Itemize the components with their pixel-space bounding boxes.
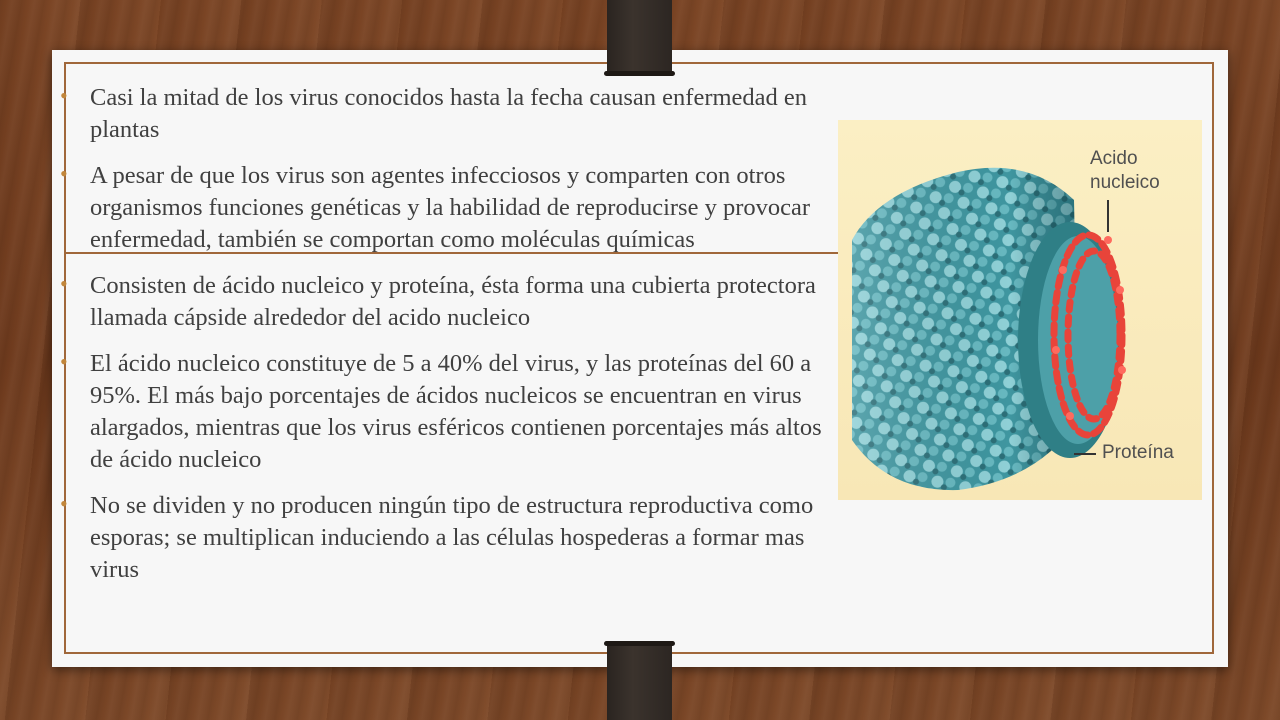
label-nucleic-acid-1: Acido bbox=[1090, 148, 1138, 169]
bullet-item bbox=[60, 82, 836, 146]
bullet-text: No se dividen y no producen ningún tipo de estructura reproductiva como esporas; se multiplican induciendo a las células hospederas a formar mas virus bbox=[90, 492, 814, 583]
bullet-text: A pesar de que los virus son agentes infecciosos y comparten con otros organismos funciones genéticas y la habilidad de reproducirse y provocar enfermedad, también se comportan como moléculas químicas bbox=[90, 162, 811, 253]
bullet-list-container bbox=[60, 82, 836, 600]
bullet-text: El ácido nucleico constituye de 5 a 40% del virus, y las proteínas del 60 a 95%. El más bajo porcentajes de ácidos nucleicos se encuentran en virus alargados, mientras que los virus esféricos contienen porcentajes más altos de ácido nucleico bbox=[90, 350, 822, 473]
bullet-item bbox=[60, 348, 836, 476]
bullet-list bbox=[60, 82, 836, 586]
binder-strap-top bbox=[607, 0, 672, 76]
bullet-item bbox=[60, 160, 836, 256]
virus-structure-figure bbox=[838, 120, 1202, 500]
bullet-icon: • bbox=[60, 349, 68, 374]
bullet-text: Casi la mitad de los virus conocidos hasta la fecha causan enfermedad en plantas bbox=[90, 84, 808, 143]
bullet-icon: • bbox=[60, 491, 68, 516]
bullet-item bbox=[60, 490, 836, 586]
bullet-icon: • bbox=[60, 83, 68, 108]
binder-strap-bottom bbox=[607, 641, 672, 720]
label-nucleic-acid-2: nucleico bbox=[1090, 172, 1160, 193]
label-protein: Proteína bbox=[1102, 442, 1174, 463]
bullet-icon: • bbox=[60, 161, 68, 186]
bullet-icon: • bbox=[60, 271, 68, 296]
bullet-text: Consisten de ácido nucleico y proteína, ésta forma una cubierta protectora llamada cápside alrededor del acido nucleico bbox=[90, 272, 816, 331]
bullet-item bbox=[60, 270, 836, 334]
